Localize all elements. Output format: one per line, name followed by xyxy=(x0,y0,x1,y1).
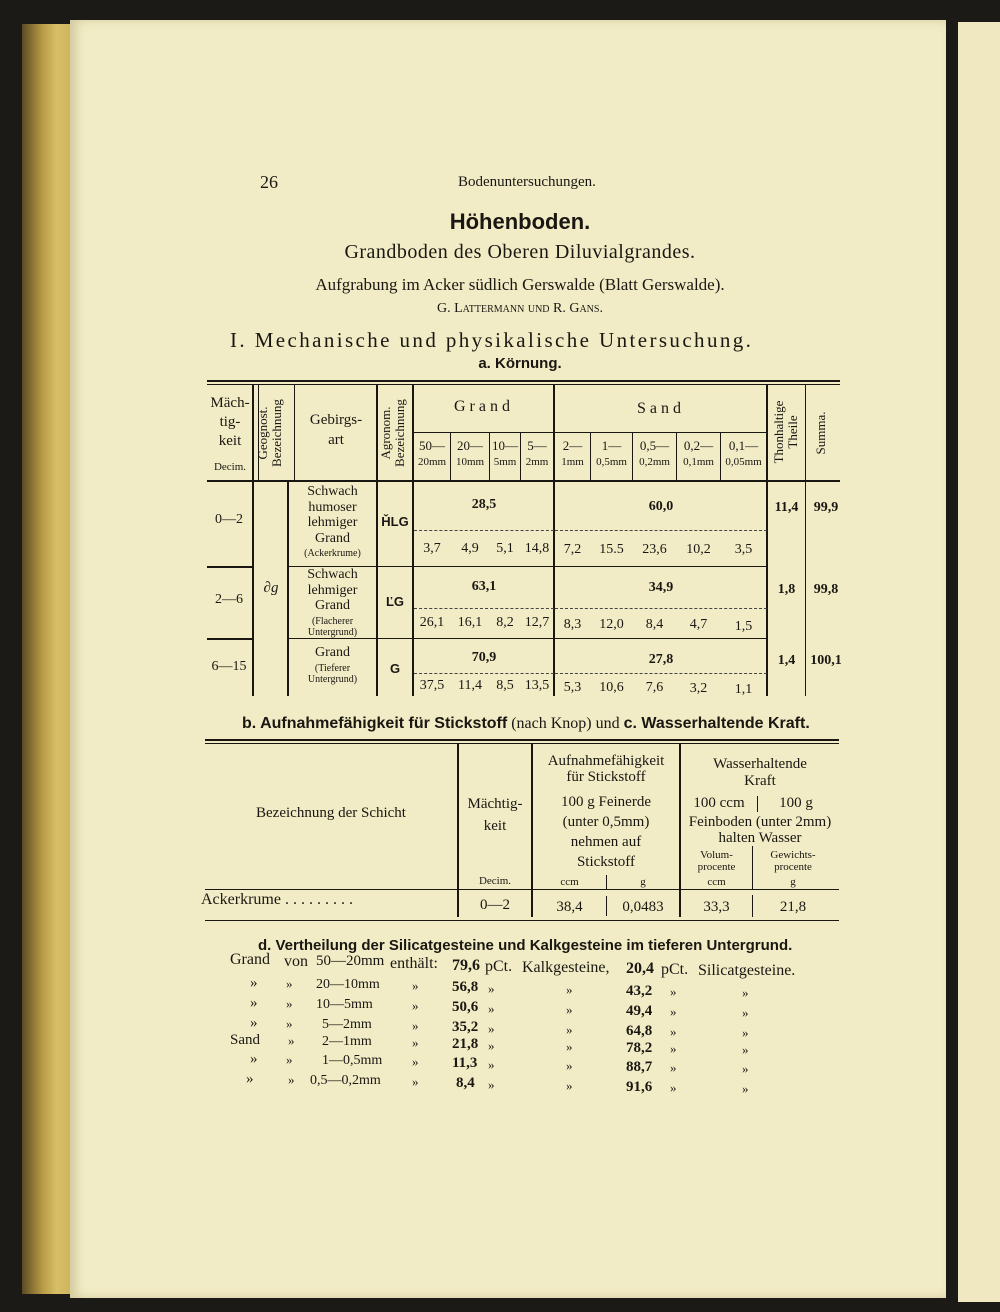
table-a-row-rule-1 xyxy=(207,566,252,568)
header-maechtigkeit-line-1: Mäch- xyxy=(210,395,250,411)
header-aufnahme xyxy=(533,753,679,785)
d-row-4-b: » xyxy=(288,1033,295,1049)
d-row-4-kalk: 21,8 xyxy=(452,1036,479,1053)
d-row-6-k-label: » xyxy=(566,1077,573,1093)
header-ccm: ccm xyxy=(560,876,579,888)
d-row-5-u1: » xyxy=(488,1056,495,1072)
row2-art-2: lehmiger xyxy=(307,582,358,598)
row3-gebirgsart xyxy=(289,645,376,685)
col-02-01-b: 0,1mm xyxy=(683,456,714,468)
header-thonhaltige-theile: Thonhaltige Theile xyxy=(771,400,800,464)
d-row-1-k-label: » xyxy=(566,981,573,997)
col-2-1-b: 1mm xyxy=(561,456,584,468)
header-wasser-feinboden: Feinboden (unter 2mm) xyxy=(688,814,832,830)
d-row-1-u1: » xyxy=(488,980,495,996)
col-1-05-b: 0,5mm xyxy=(596,456,627,468)
row1-g4: 14,8 xyxy=(524,541,550,556)
d-row-0-a: Grand xyxy=(230,951,270,968)
row1-g1: 3,7 xyxy=(423,541,441,556)
d-row-2-u1: » xyxy=(488,1000,495,1016)
d-row-2-u2: » xyxy=(670,1003,677,1019)
header-volum xyxy=(681,849,752,873)
col-1-05-a: 1— xyxy=(601,438,622,453)
row2-dash-grand xyxy=(414,608,554,609)
row2-s5: 1,5 xyxy=(734,619,753,634)
d-row-3-b: » xyxy=(286,1016,293,1032)
col-50-20-b: 20mm xyxy=(417,456,447,468)
d-row-4-size: 2—1mm xyxy=(322,1034,372,1050)
subtitle: Grandboden des Oberen Diluvialgrandes. xyxy=(344,241,696,263)
row2-gebirgsart xyxy=(289,567,376,638)
d-row-5-s-label: » xyxy=(742,1060,749,1076)
d-row-1-b: » xyxy=(286,976,293,992)
geognost-symbol: ∂g xyxy=(263,580,279,596)
d-row-3-sil: 64,8 xyxy=(626,1022,653,1039)
row1-depth: 0—2 xyxy=(215,512,243,527)
col-01-005-b: 0,05mm xyxy=(725,456,762,468)
col-01-005 xyxy=(721,438,766,470)
d-row-0-u2: pCt. xyxy=(661,961,689,978)
d-row-6-a: » xyxy=(246,1071,254,1087)
row1-grand-total: 28,5 xyxy=(471,497,497,512)
col-1-05 xyxy=(591,438,632,470)
d-row-3-kalk: 35,2 xyxy=(452,1019,479,1036)
header-gebirgsart-line-2: art xyxy=(328,432,344,448)
row-ackerkrume-depth: 0—2 xyxy=(480,897,510,913)
header-gebirgsart-line-1: Gebirgs- xyxy=(309,412,363,428)
col-50-20 xyxy=(414,438,450,470)
d-row-3-s-label: » xyxy=(742,1024,749,1040)
row-ackerkrume-vol: 33,3 xyxy=(703,899,730,915)
row2-g2: 16,1 xyxy=(457,615,483,630)
row1-s1: 7,2 xyxy=(563,542,582,557)
row3-depth: 6—15 xyxy=(211,659,247,674)
table-a-row-rule-2b xyxy=(288,638,553,639)
header-wasser xyxy=(681,756,839,790)
d-row-5-u2: » xyxy=(670,1059,677,1075)
section-b-paren: (nach Knop) xyxy=(511,715,592,732)
row1-art-2: humoser xyxy=(308,499,357,515)
col-10-5-a: 10— xyxy=(492,438,518,453)
aufnahme-desc-4: Stickstoff xyxy=(576,854,636,870)
row-ackerkrume-g: 0,0483 xyxy=(622,899,664,915)
col-2-1 xyxy=(555,438,590,470)
page-number: 26 xyxy=(260,172,278,192)
row3-s4: 3,2 xyxy=(689,681,708,696)
header-maechtig-line-2: keit xyxy=(483,818,507,834)
d-row-0-u1: pCt. xyxy=(485,958,513,975)
row3-g4: 13,5 xyxy=(524,678,550,693)
d-row-4-a: Sand xyxy=(230,1032,260,1048)
header-wasser-100g: 100 g xyxy=(779,795,813,811)
row1-thon: 11,4 xyxy=(774,500,799,515)
row2-dash-sand xyxy=(555,608,767,609)
d-row-4-verb: » xyxy=(412,1035,419,1051)
d-row-4-sil: 78,2 xyxy=(626,1039,653,1056)
row2-s1: 8,3 xyxy=(563,617,582,632)
header-agronom: Agronom. Bezeichnung xyxy=(378,399,407,467)
row-ackerkrume-ccm: 38,4 xyxy=(556,899,583,915)
main-title: Höhenboden. xyxy=(449,209,591,234)
col-10-5-b: 5mm xyxy=(493,456,517,468)
vline-6 xyxy=(766,384,768,696)
col-10-5 xyxy=(490,438,520,470)
header-schicht: Bezeichnung der Schicht xyxy=(256,805,406,821)
header-g: g xyxy=(640,876,646,888)
header-decim: Decim. xyxy=(213,461,247,473)
d-row-0-sil: 20,4 xyxy=(626,960,654,977)
header-maechtig xyxy=(459,793,531,837)
table-b-header-rule xyxy=(205,889,839,890)
d-row-0-size: 50—20mm xyxy=(316,953,385,969)
row1-agronom: ȞLG xyxy=(381,514,409,529)
d-row-2-sil: 49,4 xyxy=(626,1002,653,1019)
col-2-1-a: 2— xyxy=(562,438,583,453)
d-row-0-klabel: Kalkgesteine, xyxy=(522,959,610,976)
section-b-label: b. Aufnahmefähigkeit für Stickstoff xyxy=(242,715,508,732)
header-wasser-line-1: Wasserhaltende xyxy=(713,756,807,772)
d-row-3-size: 5—2mm xyxy=(322,1017,372,1033)
table-a-top-rule-2 xyxy=(207,384,840,385)
aufnahme-desc-2: (unter 0,5mm) xyxy=(562,814,650,830)
row1-dash-sand xyxy=(555,530,767,531)
header-aufnahme-line-1: Aufnahmefähigkeit xyxy=(547,753,665,769)
d-row-6-u1: » xyxy=(488,1076,495,1092)
next-page-edge xyxy=(958,22,1000,1302)
row3-agronom: G xyxy=(389,661,401,676)
d-row-4-s-label: » xyxy=(742,1041,749,1057)
d-row-4-k-label: » xyxy=(566,1038,573,1054)
location-line: Aufgrabung im Acker südlich Gerswalde (Blatt Gerswalde). xyxy=(315,275,725,294)
header-sand: Sand xyxy=(637,400,685,417)
section-a-title: a. Körnung. xyxy=(478,355,562,372)
section-d-title: d. Vertheilung der Silicatgesteine und Kalkgesteine im tieferen Untergrund. xyxy=(258,937,793,954)
row3-dash-grand xyxy=(414,673,554,674)
row2-g3: 8,2 xyxy=(496,615,514,630)
table-a-row-rule-2c xyxy=(555,638,767,639)
d-row-6-sil: 91,6 xyxy=(626,1078,653,1095)
vline-2 xyxy=(294,384,295,482)
table-a-row-rule-2 xyxy=(207,638,252,640)
col-20-10-a: 20— xyxy=(457,438,483,453)
row1-s4: 10,2 xyxy=(686,542,711,557)
aufnahme-desc-1: 100 g Feinerde xyxy=(561,794,651,810)
running-title: Bodenuntersuchungen. xyxy=(458,174,596,190)
row3-dash-sand xyxy=(555,673,767,674)
authors-line: G. Lattermann und R. Gans. xyxy=(437,301,603,316)
d-row-1-u2: » xyxy=(670,983,677,999)
d-row-1-sil: 43,2 xyxy=(626,982,653,999)
row3-s2: 10,6 xyxy=(599,680,624,695)
row3-grand-total: 70,9 xyxy=(471,650,497,665)
table-a-top-rule xyxy=(207,380,840,382)
header-maechtigkeit xyxy=(206,394,254,451)
row1-gebirgsart xyxy=(289,484,376,562)
header-maechtigkeit-line-2: tig- xyxy=(219,414,241,430)
d-row-5-verb: » xyxy=(412,1054,419,1070)
row2-sand-total: 34,9 xyxy=(648,580,674,595)
row1-s5: 3,5 xyxy=(734,542,753,557)
header-volum-2: procente xyxy=(697,861,736,873)
row2-s3: 8,4 xyxy=(645,617,664,632)
row2-s4: 4,7 xyxy=(689,617,708,632)
header-gewicht-1: Gewichts- xyxy=(770,849,816,861)
header-wasser-100ccm: 100 ccm xyxy=(693,795,745,811)
d-row-0-slabel: Silicatgesteine. xyxy=(698,962,796,979)
aufnahme-desc-3: nehmen auf xyxy=(570,834,642,850)
d-row-5-a: » xyxy=(250,1051,258,1067)
header-ccm-2: ccm xyxy=(707,876,726,888)
d-row-2-kalk: 50,6 xyxy=(452,999,479,1016)
header-volum-1: Volum- xyxy=(700,849,733,861)
col-5-2-a: 5— xyxy=(527,438,547,453)
table-b-top-rule-2 xyxy=(205,743,839,744)
row3-g3: 8,5 xyxy=(496,678,514,693)
grand-sub-rule xyxy=(414,432,554,433)
table-a-header-rule xyxy=(207,480,840,482)
d-row-2-a: » xyxy=(250,995,258,1011)
d-row-2-size: 10—5mm xyxy=(316,997,373,1013)
d-row-6-verb: » xyxy=(412,1074,419,1090)
d-row-2-k-label: » xyxy=(566,1001,573,1017)
d-row-0-b: von xyxy=(284,953,308,970)
d-row-6-kalk: 8,4 xyxy=(456,1075,475,1092)
d-row-5-k-label: » xyxy=(566,1057,573,1073)
row1-s3: 23,6 xyxy=(642,542,667,557)
row2-art-note: (Flacherer Untergrund) xyxy=(307,615,358,638)
sand-sub-rule xyxy=(555,432,767,433)
row3-art-note: (Tieferer Untergrund) xyxy=(307,662,358,685)
d-row-3-k-label: » xyxy=(566,1021,573,1037)
row3-g2: 11,4 xyxy=(458,678,482,693)
row1-s2: 15.5 xyxy=(599,542,624,557)
header-aufnahme-desc xyxy=(533,792,679,872)
col-02-01-a: 0,2— xyxy=(683,438,714,453)
d-row-4-u1: » xyxy=(488,1037,495,1053)
row-ackerkrume-name: Ackerkrume . . . . . . . . . xyxy=(201,891,353,908)
row1-art-4: Grand xyxy=(315,530,350,546)
section-und: und xyxy=(595,715,620,732)
header-summa: Summa. xyxy=(813,411,828,455)
row1-art-note: (Ackerkrume) xyxy=(304,548,361,559)
row2-summa: 99,8 xyxy=(813,582,839,597)
d-row-2-b: » xyxy=(286,996,293,1012)
row3-sand-total: 27,8 xyxy=(648,652,674,667)
d-row-1-s-label: » xyxy=(742,984,749,1000)
row3-g1: 37,5 xyxy=(419,678,445,693)
col-02-01 xyxy=(677,438,720,470)
row2-art-3: Grand xyxy=(315,598,350,613)
row3-s3: 7,6 xyxy=(645,680,664,695)
d-row-6-u2: » xyxy=(670,1079,677,1095)
header-aufnahme-line-2: für Stickstoff xyxy=(566,769,646,785)
row2-depth: 2—6 xyxy=(215,592,243,607)
d-row-5-size: 1—0,5mm xyxy=(322,1053,383,1069)
header-g-2: g xyxy=(790,876,796,888)
row3-art-1: Grand xyxy=(315,645,350,660)
row-ackerkrume-gew: 21,8 xyxy=(779,899,807,915)
col-20-10-b: 10mm xyxy=(455,456,485,468)
d-row-3-verb: » xyxy=(412,1018,419,1034)
row1-art-3: lehmiger xyxy=(307,515,358,530)
header-grand: Grand xyxy=(454,398,514,415)
table-b-top-rule xyxy=(205,739,839,741)
d-row-2-s-label: » xyxy=(742,1004,749,1020)
header-geognost: Geognost. Bezeichnung xyxy=(255,399,284,467)
d-row-6-size: 0,5—0,2mm xyxy=(310,1073,381,1089)
header-wasser-line-2: Kraft xyxy=(744,773,776,789)
row3-s5: 1,1 xyxy=(734,682,753,697)
row1-g2: 4,9 xyxy=(461,541,479,556)
table-a-row-rule-1c xyxy=(555,566,767,567)
d-row-4-u2: » xyxy=(670,1040,677,1056)
row1-art-1: Schwach xyxy=(307,484,358,499)
d-row-3-u2: » xyxy=(670,1023,677,1039)
header-gewicht-2: procente xyxy=(774,861,812,873)
vline-7 xyxy=(805,384,806,696)
header-maechtigkeit-line-3: keit xyxy=(218,433,242,449)
header-gebirgsart xyxy=(296,410,376,450)
d-row-5-sil: 88,7 xyxy=(626,1058,653,1075)
col-5-2-b: 2mm xyxy=(525,456,549,468)
col-05-02-b: 0,2mm xyxy=(639,456,670,468)
row2-art-1: Schwach xyxy=(307,567,358,582)
header-gewicht xyxy=(753,849,833,873)
col-50-20-a: 50— xyxy=(419,438,445,453)
d-row-2-verb: » xyxy=(412,998,419,1014)
d-row-1-size: 20—10mm xyxy=(316,977,380,993)
header-wasser-halten: halten Wasser xyxy=(718,830,802,846)
row1-g3: 5,1 xyxy=(496,541,514,556)
d-row-0-kalk: 79,6 xyxy=(452,957,480,974)
header-maechtig-line-1: Mächtig- xyxy=(467,796,523,812)
row2-grand-total: 63,1 xyxy=(471,579,497,594)
row1-dash-grand xyxy=(414,530,554,531)
header-decim-b: Decim. xyxy=(478,875,512,887)
d-row-5-kalk: 11,3 xyxy=(452,1055,478,1072)
row3-thon: 1,4 xyxy=(777,653,796,668)
section-c-label: c. Wasserhaltende Kraft. xyxy=(623,715,810,732)
row2-g1: 26,1 xyxy=(419,615,445,630)
section-1-title: I. Mechanische und physikalische Untersuchung. xyxy=(230,328,754,352)
d-row-1-a: » xyxy=(250,975,258,991)
row2-s2: 12,0 xyxy=(599,617,624,632)
col-05-02-a: 0,5— xyxy=(639,438,670,453)
d-row-1-kalk: 56,8 xyxy=(452,979,479,996)
col-05-02 xyxy=(633,438,676,470)
table-b-bottom-rule xyxy=(205,920,839,921)
d-row-0-verb: enthält: xyxy=(390,955,438,972)
row2-thon: 1,8 xyxy=(777,582,796,597)
col-20-10 xyxy=(451,438,489,470)
d-row-3-u1: » xyxy=(488,1020,495,1036)
row1-summa: 99,9 xyxy=(813,500,839,515)
col-5-2 xyxy=(521,438,553,470)
row1-sand-total: 60,0 xyxy=(648,499,674,514)
col-01-005-a: 0,1— xyxy=(728,438,759,453)
row3-s1: 5,3 xyxy=(563,680,582,695)
section-bc-title xyxy=(242,715,810,733)
row3-summa: 100,1 xyxy=(810,653,842,668)
row2-g4: 12,7 xyxy=(524,615,550,630)
d-row-3-a: » xyxy=(250,1015,258,1031)
d-row-1-verb: » xyxy=(412,978,419,994)
d-row-6-b: » xyxy=(288,1072,295,1088)
d-row-5-b: » xyxy=(286,1052,293,1068)
d-row-6-s-label: » xyxy=(742,1080,749,1096)
row2-agronom: ĽG xyxy=(385,594,405,609)
